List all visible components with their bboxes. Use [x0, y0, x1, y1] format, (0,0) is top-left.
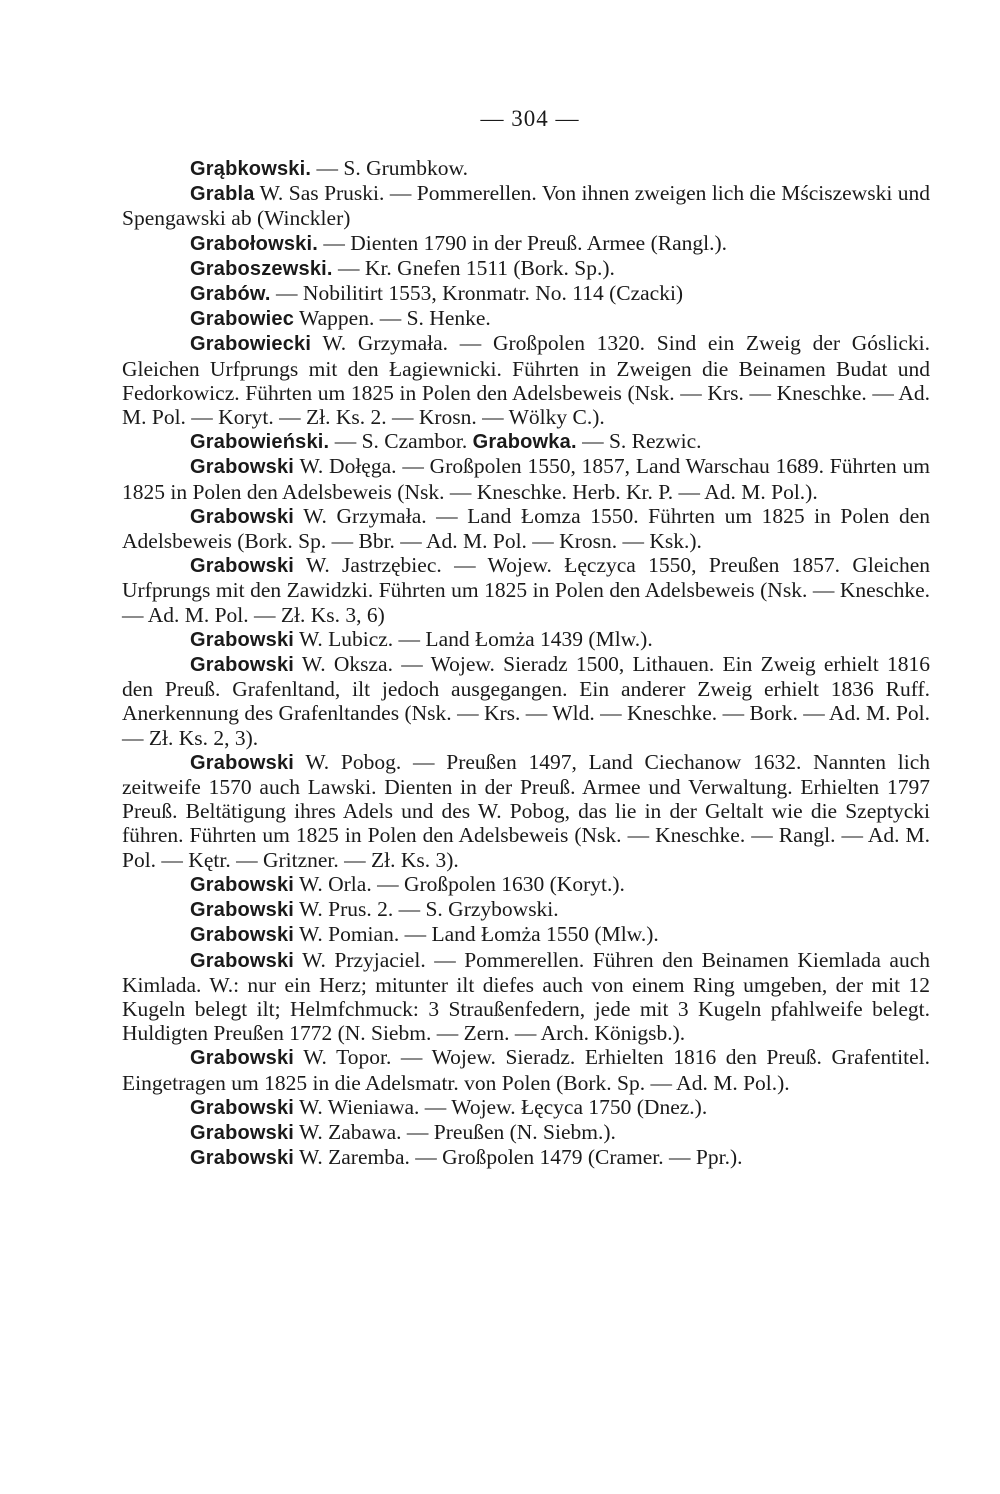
entry-surname: Grabla	[190, 183, 255, 206]
entry	[122, 1145, 930, 1170]
entry-text: W. Zabawa. — Preußen (N. Siebm.).	[294, 1119, 616, 1144]
entry	[122, 181, 930, 230]
entry	[122, 331, 930, 429]
entry-text: W. Orla. — Großpolen 1630 (Koryt.).	[294, 871, 625, 896]
entry	[122, 897, 930, 922]
entry	[122, 429, 930, 454]
entry-text: W. Grzymała. — Land Łomza 1550. Führten um 1825 in Polen den Adelsbeweis (Bork. Sp. — Bbr. — Ad. M. Pol. — Krosn. — Ksk.).	[122, 503, 930, 554]
entry-surname: Grabowski	[190, 1147, 295, 1170]
entry-text: W. Pomian. — Land Łomża 1550 (Mlw.).	[294, 922, 659, 947]
entry	[122, 281, 930, 306]
entry-surname: Grabowka.	[472, 431, 577, 454]
entry	[122, 156, 930, 181]
entry-surname: Grabowski	[190, 924, 295, 947]
entry-surname: Grabowski	[190, 1047, 295, 1070]
page-number: — 304 —	[480, 106, 580, 131]
entry-surname: Grabowski	[190, 456, 295, 479]
entry-surname: Grabowiec	[190, 308, 295, 331]
entry	[122, 1045, 930, 1094]
entry-surname: Grabowski	[190, 899, 295, 922]
entry-text: — S. Czambor.	[329, 429, 468, 454]
entry-text: W. Topor. — Wojew. Sieradz. Erhielten 1816 den Preuß. Grafentitel. Eingetragen um 1825 in die Adelsmatr. von Polen (Bork. Sp. — Ad. M. Pol.).	[122, 1045, 930, 1095]
entry	[122, 1120, 930, 1145]
entry-surname: Grąbkowski.	[190, 158, 312, 180]
entry	[122, 750, 930, 872]
entry-text: W. Dołęga. — Großpolen 1550, 1857, Land Warschau 1689. Führten um 1825 in Polen den Adelsbeweis (Nsk. — Kneschke. Herb. Kr. P. — Ad. M. Pol.).	[122, 454, 930, 504]
entry-surname: Grabów.	[190, 283, 271, 306]
entry-surname: Grabołowski.	[190, 232, 318, 255]
entry	[122, 504, 930, 553]
entry	[122, 627, 930, 652]
entry-surname: Grabowski	[190, 949, 295, 972]
entry-text: — Kr. Gnefen 1511 (Bork. Sp.).	[332, 255, 615, 280]
entry-text: — S. Grumbkow.	[311, 156, 469, 180]
entry-text: W. Lubicz. — Land Łomża 1439 (Mlw.).	[294, 626, 653, 651]
entry	[122, 306, 930, 331]
entry	[122, 256, 930, 281]
entry-surname: Grabowski	[190, 751, 295, 774]
entry-text: Wappen. — S. Henke.	[294, 306, 491, 331]
entry-list	[122, 156, 930, 1170]
entry-surname: Grabowski	[190, 505, 295, 528]
entry-text: W. Sas Pruski. — Pommerellen. Von ihnen zweigen lich die Mściszewski und Spengawski ab (Winckler)	[122, 181, 930, 231]
entry-surname: Grabowski	[190, 555, 295, 578]
entry	[122, 872, 930, 897]
entry-surname: Grabowski	[190, 1096, 295, 1119]
entry-surname: Grabowiecki	[190, 333, 312, 356]
entry-surname: Grabowski	[190, 628, 295, 651]
entry-surname: Grabowieński.	[190, 431, 330, 454]
entry-text: W. Prus. 2. — S. Grzybowski.	[294, 897, 559, 922]
entry-text: W. Zaremba. — Großpolen 1479 (Cramer. — Ppr.).	[294, 1145, 743, 1170]
entry-surname: Grabowski	[190, 873, 295, 896]
entry-text: W. Wieniawa. — Wojew. Łęcyca 1750 (Dnez.).	[294, 1094, 708, 1119]
entry	[122, 948, 930, 1046]
entry	[122, 1095, 930, 1120]
entry	[122, 231, 930, 256]
entry	[122, 454, 930, 503]
entry-text: W. Grzymała. — Großpolen 1320. Sind ein Zweig der Góslicki. Gleichen Urfprungs mit den Łagiewnicki. Führten in Zweigen die Beinamen Budat und Fedorkowicz. Führten um 1825 in Polen den Adelsbeweis (Nsk. — Krs. — Kneschke. — Ad. M. Pol. — Koryt. — Zł. Ks. 2. — Krosn. — Wölky C.).	[122, 331, 930, 430]
entry	[122, 652, 930, 750]
entry-text: W. Jastrzębiec. — Wojew. Łęczyca 1550, Preußen 1857. Gleichen Urfprungs mit den Zawidzki. Führten um 1825 in Polen den Adelsbeweis (Nsk. — Kneschke. — Ad. M. Pol. — Zł. Ks. 3, 6)	[122, 553, 930, 627]
entry-surname: Graboszewski.	[190, 257, 333, 280]
entry	[122, 553, 930, 627]
entry-text: W. Oksza. — Wojew. Sieradz 1500, Lithauen. Ein Zweig erhielt 1816 den Preuß. Grafenltand, ilt jedoch ausgegangen. Ein anderer Zweig erhielt 1836 Ruff. Anerkennung des Grafenltandes (Nsk. — Krs. — Wld. — Kneschke. — Bork. — Ad. M. Pol. — Zł. Ks. 2, 3).	[122, 652, 930, 750]
entry-text: W. Pobog. — Preußen 1497, Land Ciechanow 1632. Nannten lich zeitweife 1570 auch Lawski. Dienten in der Preuß. Armee und Verwaltung. Erhielten 1797 Preuß. Beltätigung ihres Adels und des W. Pobog, das lie in der Geltalt wie die Szeptycki führen. Führten um 1825 in Polen den Adelsbeweis (Nsk. — Kneschke. — Rangl. — Ad. M. Pol. — Kętr. — Gritzner. — Zł. Ks. 3).	[122, 749, 930, 872]
entry-surname: Grabowski	[190, 1121, 295, 1144]
entry-text: — S. Rezwic.	[576, 429, 702, 454]
entry-text: W. Przyjaciel. — Pommerellen. Führen den Beinamen Kiemlada auch Kimlada. W.: nur ein Herz; mitunter ilt diefes auch von einem Ring umgeben, der mit 12 Kugeln belegt ilt; Helmfchmuck: 3 Straußenfedern, jede mit 3 Kugeln pfahlweife belegt. Huldigten Preußen 1772 (N. Siebm. — Zern. — Arch. Königsb.).	[122, 947, 930, 1046]
entry-text: — Nobilitirt 1553, Kronmatr. No. 114 (Czacki)	[270, 281, 684, 306]
entry-text: — Dienten 1790 in der Preuß. Armee (Rangl.).	[318, 230, 728, 255]
entry-surname: Grabowski	[190, 654, 295, 677]
entry	[122, 922, 930, 947]
